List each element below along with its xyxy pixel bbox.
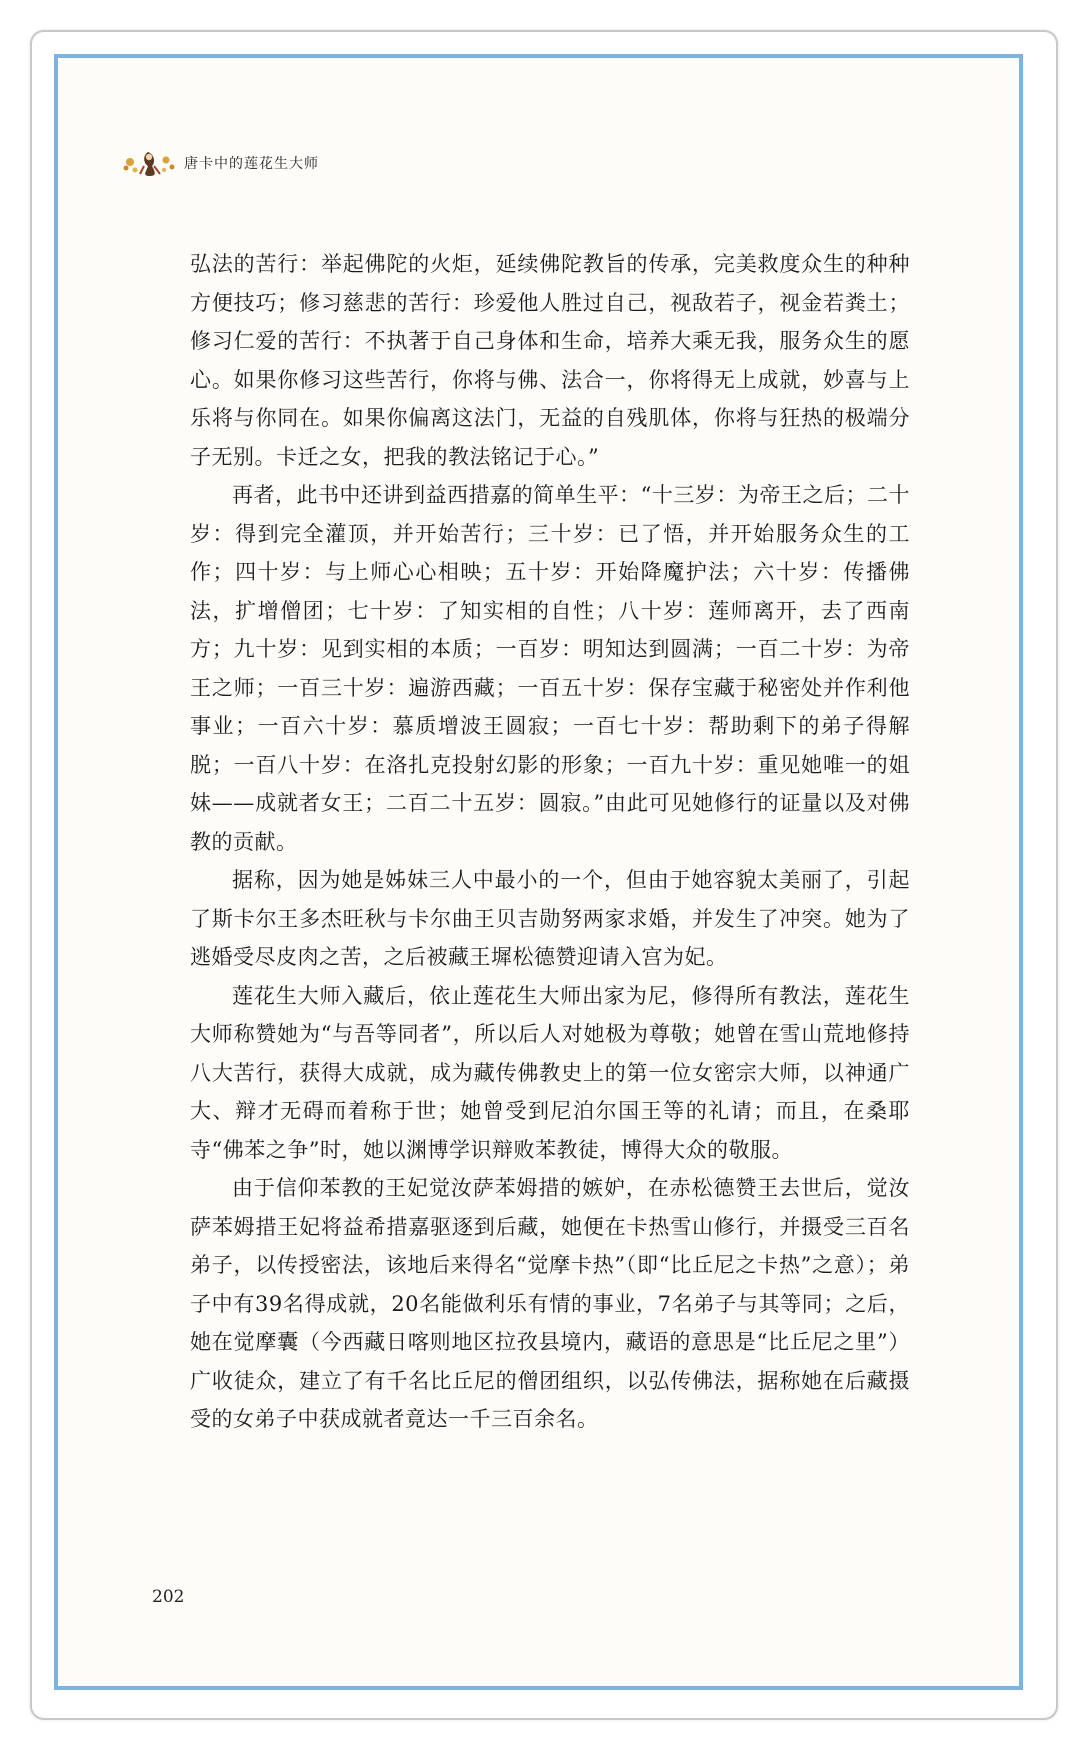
body-text — [190, 245, 910, 1439]
flower-figure-ornament-icon — [120, 148, 180, 178]
page-number: 202 — [152, 1587, 185, 1607]
paragraph-5: 由于信仰苯教的王妃觉汝萨苯姆措的嫉妒，在赤松德赞王去世后，觉汝萨苯姆措王妃将益希措嘉驱逐到后藏，她便在卡热雪山修行，并摄受三百名弟子，以传授密法，该地后来得名“觉摩卡热”（即“比丘尼之卡热”之意）；弟子中有39名得成就，20名能做利乐有情的事业，7名弟子与其等同；之后，她在觉摩囊（今西藏日喀则地区拉孜县境内，藏语的意思是“比丘尼之里”）广收徒众，建立了有千名比丘尼的僧团组织，以弘传佛法，据称她在后藏摄受的女弟子中获成就者竟达一千三百余名。 — [190, 1176, 910, 1431]
paragraph-3: 据称，因为她是姊妹三人中最小的一个，但由于她容貌太美丽了，引起了斯卡尔王多杰旺秋与卡尔曲王贝吉勋努两家求婚，并发生了冲突。她为了逃婚受尽皮肉之苦，之后被藏王墀松德赞迎请入宫为妃。 — [190, 868, 910, 969]
running-head — [120, 146, 319, 180]
paragraph-1: 弘法的苦行：举起佛陀的火炬，延续佛陀教旨的传承，完美救度众生的种种方便技巧；修习慈悲的苦行：珍爱他人胜过自己，视敌若子，视金若粪土；修习仁爱的苦行：不执著于自己身体和生命，培养大乘无我，服务众生的愿心。如果你修习这些苦行，你将与佛、法合一，你将得无上成就，妙喜与上乐将与你同在。如果你偏离这法门，无益的自残肌体，你将与狂热的极端分子无别。卡迁之女，把我的教法铭记于心。” — [190, 252, 910, 469]
running-title: 唐卡中的莲花生大师 — [184, 156, 319, 172]
paragraph-4: 莲花生大师入藏后，依止莲花生大师出家为尼，修得所有教法，莲花生大师称赞她为“与吾等同者”，所以后人对她极为尊敬；她曾在雪山荒地修持八大苦行，获得大成就，成为藏传佛教史上的第一位女密宗大师，以神通广大、辩才无碍而着称于世；她曾受到尼泊尔国王等的礼请；而且，在桑耶寺“佛苯之争”时，她以渊博学识辩败苯教徒，博得大众的敬服。 — [190, 983, 910, 1162]
paragraph-2: 再者，此书中还讲到益西措嘉的简单生平：“十三岁：为帝王之后；二十岁：得到完全灌顶，并开始苦行；三十岁：已了悟，并开始服务众生的工作；四十岁：与上师心心相映；五十岁：开始降魔护法；六十岁：传播佛法，扩增僧团；七十岁：了知实相的自性；八十岁：莲师离开，去了西南方；九十岁：见到实相的本质；一百岁：明知达到圆满；一百二十岁：为帝王之师；一百三十岁：遍游西藏；一百五十岁：保存宝藏于秘密处并作利他事业；一百六十岁：慕质增波王圆寂；一百七十岁：帮助剩下的弟子得解脱；一百八十岁：在洛扎克投射幻影的形象；一百九十岁：重见她唯一的姐妹——成就者女王；二百二十五岁：圆寂。”由此可见她修行的证量以及对佛教的贡献。 — [190, 483, 910, 854]
